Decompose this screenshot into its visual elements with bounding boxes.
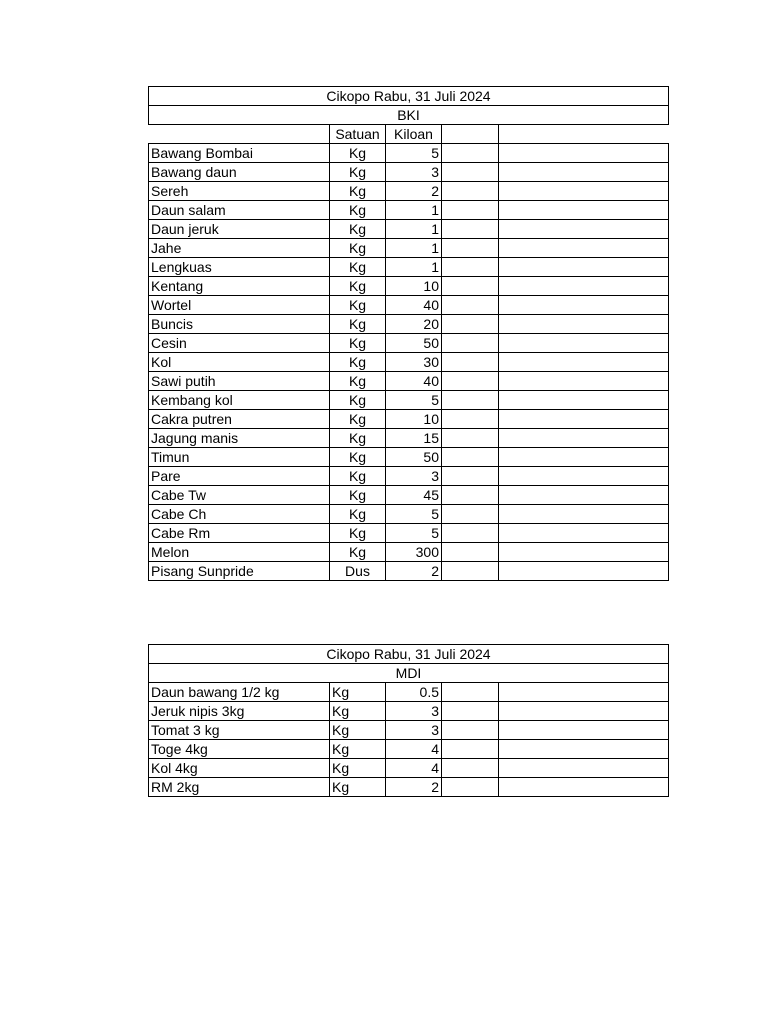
qty-cell: 4 (386, 740, 442, 759)
unit-cell: Kg (330, 144, 386, 163)
qty-cell: 2 (386, 562, 442, 581)
item-name: Kol (149, 353, 330, 372)
qty-cell: 3 (386, 163, 442, 182)
table-row (149, 220, 669, 239)
unit-cell: Kg (330, 201, 386, 220)
empty-cell (499, 467, 669, 486)
table-row (149, 778, 669, 797)
qty-cell: 1 (386, 239, 442, 258)
qty-cell: 45 (386, 486, 442, 505)
unit-cell: Kg (330, 759, 386, 778)
empty-cell (442, 372, 499, 391)
empty-cell (442, 201, 499, 220)
item-name: Wortel (149, 296, 330, 315)
item-name: Jeruk nipis 3kg (149, 702, 330, 721)
mdi-title-row (149, 645, 669, 664)
empty-cell (442, 163, 499, 182)
empty-cell (442, 505, 499, 524)
qty-cell: 5 (386, 505, 442, 524)
empty-cell (499, 296, 669, 315)
empty-cell (442, 543, 499, 562)
qty-cell: 10 (386, 277, 442, 296)
empty-cell (442, 429, 499, 448)
table-row (149, 410, 669, 429)
item-name: Kol 4kg (149, 759, 330, 778)
empty-cell (442, 740, 499, 759)
empty-cell (499, 505, 669, 524)
empty-cell (442, 778, 499, 797)
empty-cell (442, 562, 499, 581)
item-name: Jahe (149, 239, 330, 258)
qty-cell: 50 (386, 448, 442, 467)
qty-cell: 0.5 (386, 683, 442, 702)
empty-cell (442, 220, 499, 239)
qty-cell: 1 (386, 220, 442, 239)
table-row (149, 562, 669, 581)
empty-cell (499, 220, 669, 239)
qty-cell: 50 (386, 334, 442, 353)
qty-cell: 3 (386, 721, 442, 740)
qty-cell: 4 (386, 759, 442, 778)
empty-cell (442, 721, 499, 740)
table-row (149, 391, 669, 410)
table-row (149, 524, 669, 543)
unit-cell: Kg (330, 721, 386, 740)
item-name: Cabe Ch (149, 505, 330, 524)
empty-cell (499, 163, 669, 182)
unit-cell: Kg (330, 702, 386, 721)
unit-cell: Kg (330, 315, 386, 334)
unit-cell: Kg (330, 353, 386, 372)
empty-cell (442, 486, 499, 505)
table-row (149, 505, 669, 524)
mdi-table (148, 644, 669, 797)
item-name: Bawang Bombai (149, 144, 330, 163)
table-row (149, 144, 669, 163)
unit-cell: Kg (330, 486, 386, 505)
table-row (149, 683, 669, 702)
unit-cell: Kg (330, 372, 386, 391)
table-row (149, 315, 669, 334)
unit-cell: Kg (330, 163, 386, 182)
table-row (149, 759, 669, 778)
header-item-cell (149, 125, 330, 144)
empty-cell (499, 778, 669, 797)
empty-cell (499, 258, 669, 277)
unit-cell: Kg (330, 277, 386, 296)
item-name: Cakra putren (149, 410, 330, 429)
mdi-section-row (149, 664, 669, 683)
table-row (149, 334, 669, 353)
item-name: Timun (149, 448, 330, 467)
item-name: Cesin (149, 334, 330, 353)
qty-cell: 20 (386, 315, 442, 334)
empty-cell (499, 315, 669, 334)
header-unit: Satuan (330, 125, 386, 144)
table-row (149, 258, 669, 277)
item-name: Pare (149, 467, 330, 486)
bki-header-row (149, 125, 669, 144)
table-row (149, 702, 669, 721)
empty-cell (499, 372, 669, 391)
unit-cell: Kg (330, 448, 386, 467)
item-name: Pisang Sunpride (149, 562, 330, 581)
unit-cell: Kg (330, 391, 386, 410)
unit-cell: Kg (330, 543, 386, 562)
unit-cell: Kg (330, 740, 386, 759)
bki-title: Cikopo Rabu, 31 Juli 2024 (149, 87, 669, 106)
empty-cell (442, 702, 499, 721)
item-name: Kentang (149, 277, 330, 296)
qty-cell: 2 (386, 778, 442, 797)
bki-title-row (149, 87, 669, 106)
item-name: Sawi putih (149, 372, 330, 391)
unit-cell: Kg (330, 505, 386, 524)
item-name: Toge 4kg (149, 740, 330, 759)
empty-cell (499, 277, 669, 296)
empty-cell (442, 258, 499, 277)
empty-cell (442, 410, 499, 429)
header-extra-1 (442, 125, 499, 144)
empty-cell (442, 524, 499, 543)
qty-cell: 3 (386, 467, 442, 486)
header-qty: Kiloan (386, 125, 442, 144)
empty-cell (499, 144, 669, 163)
qty-cell: 300 (386, 543, 442, 562)
empty-cell (442, 467, 499, 486)
table-row (149, 277, 669, 296)
bki-section-label: BKI (149, 106, 669, 125)
table-row (149, 239, 669, 258)
unit-cell: Kg (330, 258, 386, 277)
qty-cell: 1 (386, 201, 442, 220)
table-row (149, 201, 669, 220)
header-extra-2 (499, 125, 669, 144)
item-name: Melon (149, 543, 330, 562)
empty-cell (442, 391, 499, 410)
empty-cell (499, 201, 669, 220)
unit-cell: Kg (330, 334, 386, 353)
empty-cell (442, 683, 499, 702)
unit-cell: Kg (330, 778, 386, 797)
table-row (149, 467, 669, 486)
empty-cell (499, 524, 669, 543)
table-row (149, 182, 669, 201)
qty-cell: 3 (386, 702, 442, 721)
table-row (149, 429, 669, 448)
empty-cell (499, 702, 669, 721)
empty-cell (499, 562, 669, 581)
item-name: Daun salam (149, 201, 330, 220)
table-row (149, 543, 669, 562)
empty-cell (499, 759, 669, 778)
bki-section-row (149, 106, 669, 125)
item-name: Tomat 3 kg (149, 721, 330, 740)
mdi-title: Cikopo Rabu, 31 Juli 2024 (149, 645, 669, 664)
item-name: Lengkuas (149, 258, 330, 277)
table-row (149, 448, 669, 467)
qty-cell: 1 (386, 258, 442, 277)
item-name: RM 2kg (149, 778, 330, 797)
empty-cell (499, 486, 669, 505)
table-row (149, 296, 669, 315)
empty-cell (499, 683, 669, 702)
empty-cell (499, 410, 669, 429)
item-name: Daun jeruk (149, 220, 330, 239)
empty-cell (499, 353, 669, 372)
table-row (149, 372, 669, 391)
empty-cell (442, 144, 499, 163)
item-name: Cabe Rm (149, 524, 330, 543)
unit-cell: Dus (330, 562, 386, 581)
qty-cell: 40 (386, 372, 442, 391)
table-row (149, 486, 669, 505)
empty-cell (442, 334, 499, 353)
qty-cell: 30 (386, 353, 442, 372)
item-name: Sereh (149, 182, 330, 201)
empty-cell (442, 448, 499, 467)
empty-cell (499, 448, 669, 467)
empty-cell (442, 277, 499, 296)
empty-cell (442, 182, 499, 201)
empty-cell (442, 239, 499, 258)
table-row (149, 740, 669, 759)
table-row (149, 353, 669, 372)
unit-cell: Kg (330, 683, 386, 702)
table-row (149, 163, 669, 182)
qty-cell: 5 (386, 524, 442, 543)
empty-cell (499, 182, 669, 201)
empty-cell (442, 353, 499, 372)
item-name: Cabe Tw (149, 486, 330, 505)
qty-cell: 10 (386, 410, 442, 429)
empty-cell (499, 239, 669, 258)
empty-cell (499, 543, 669, 562)
empty-cell (499, 429, 669, 448)
item-name: Daun bawang 1/2 kg (149, 683, 330, 702)
table-row (149, 721, 669, 740)
unit-cell: Kg (330, 296, 386, 315)
qty-cell: 5 (386, 144, 442, 163)
unit-cell: Kg (330, 239, 386, 258)
unit-cell: Kg (330, 410, 386, 429)
empty-cell (442, 315, 499, 334)
item-name: Bawang daun (149, 163, 330, 182)
item-name: Jagung manis (149, 429, 330, 448)
unit-cell: Kg (330, 220, 386, 239)
empty-cell (499, 721, 669, 740)
qty-cell: 40 (386, 296, 442, 315)
unit-cell: Kg (330, 524, 386, 543)
empty-cell (499, 391, 669, 410)
bki-table (148, 86, 669, 581)
item-name: Kembang kol (149, 391, 330, 410)
empty-cell (499, 334, 669, 353)
qty-cell: 5 (386, 391, 442, 410)
item-name: Buncis (149, 315, 330, 334)
qty-cell: 2 (386, 182, 442, 201)
mdi-section-label: MDI (149, 664, 669, 683)
unit-cell: Kg (330, 467, 386, 486)
empty-cell (499, 740, 669, 759)
empty-cell (442, 296, 499, 315)
unit-cell: Kg (330, 429, 386, 448)
empty-cell (442, 759, 499, 778)
qty-cell: 15 (386, 429, 442, 448)
unit-cell: Kg (330, 182, 386, 201)
